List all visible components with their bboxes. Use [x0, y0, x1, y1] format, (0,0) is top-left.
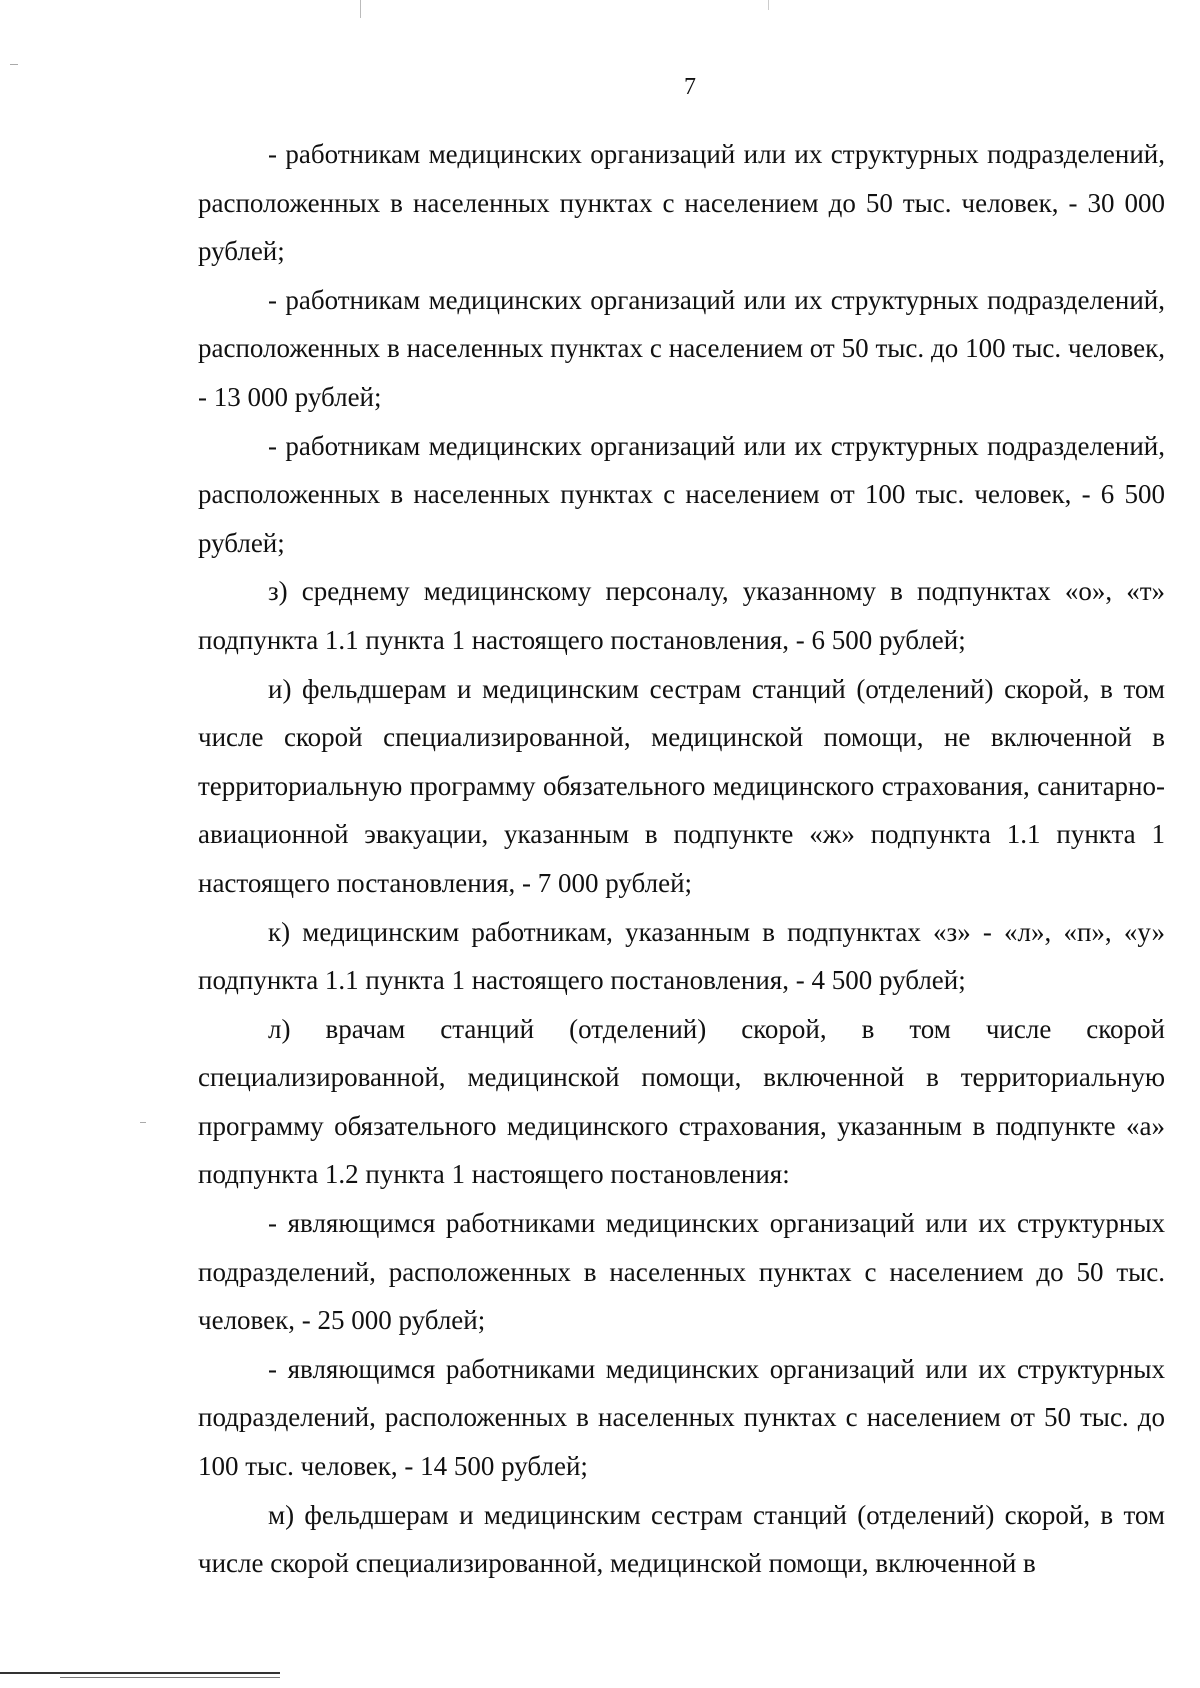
paragraph: - работникам медицинских организаций или их структурных подразделений, расположенных в населенных пунктах с населением от 50 тыс. до 100 тыс. человек, - 13 000 рублей; — [198, 284, 1165, 412]
paragraph: з) среднему медицинскому персоналу, указанному в подпунктах «о», «т» подпункта 1.1 пункта 1 настоящего постановления, - 6 500 рублей; — [198, 576, 1165, 655]
paragraph: - работникам медицинских организаций или их структурных подразделений, расположенных в населенных пунктах с населением от 100 тыс. человек, - 6 500 рублей; — [198, 430, 1165, 558]
scan-artifact — [360, 0, 361, 18]
paragraph: - работникам медицинских организаций или их структурных подразделений, расположенных в населенных пунктах с населением до 50 тыс. человек, - 30 000 рублей; — [198, 139, 1165, 267]
paragraph: к) медицинским работникам, указанным в подпунктах «з» - «л», «п», «у» подпункта 1.1 пункта 1 настоящего постановления, - 4 500 рублей; — [198, 916, 1165, 996]
scan-edge-line — [0, 1672, 280, 1674]
paragraph: и) фельдшерам и медицинским сестрам станций (отделений) скорой, в том числе скорой специализированной, медицинской помощи, не включенной в территориальную программу обязательного медицинского страхования, санитарно-авиационной эвакуации, указанным в подпункте «ж» подпункта 1.1 пункта 1 настоящего постановления, - 7 000 рублей; — [198, 673, 1165, 898]
document-body — [198, 130, 1165, 1588]
page-number: 7 — [684, 74, 696, 100]
paragraph: - являющимся работниками медицинских организаций или их структурных подразделений, расположенных в населенных пунктах с населением до 50 тыс. человек, - 25 000 рублей; — [198, 1208, 1165, 1336]
scan-artifact — [768, 0, 769, 10]
paragraph: м) фельдшерам и медицинским сестрам станций (отделений) скорой, в том числе скорой специализированной, медицинской помощи, включенной в — [198, 1499, 1165, 1579]
scan-artifact — [10, 64, 18, 65]
scan-edge-line — [60, 1677, 280, 1678]
scan-artifact — [140, 1122, 146, 1123]
paragraph: л) врачам станций (отделений) скорой, в том числе скорой специализированной, медицинской помощи, включенной в территориальную программу обязательного медицинского страхования, указанным в подпункте «а» подпункта 1.2 пункта 1 настоящего постановления: — [198, 1013, 1165, 1190]
paragraph: - являющимся работниками медицинских организаций или их структурных подразделений, расположенных в населенных пунктах с населением от 50 тыс. до 100 тыс. человек, - 14 500 рублей; — [198, 1353, 1165, 1482]
